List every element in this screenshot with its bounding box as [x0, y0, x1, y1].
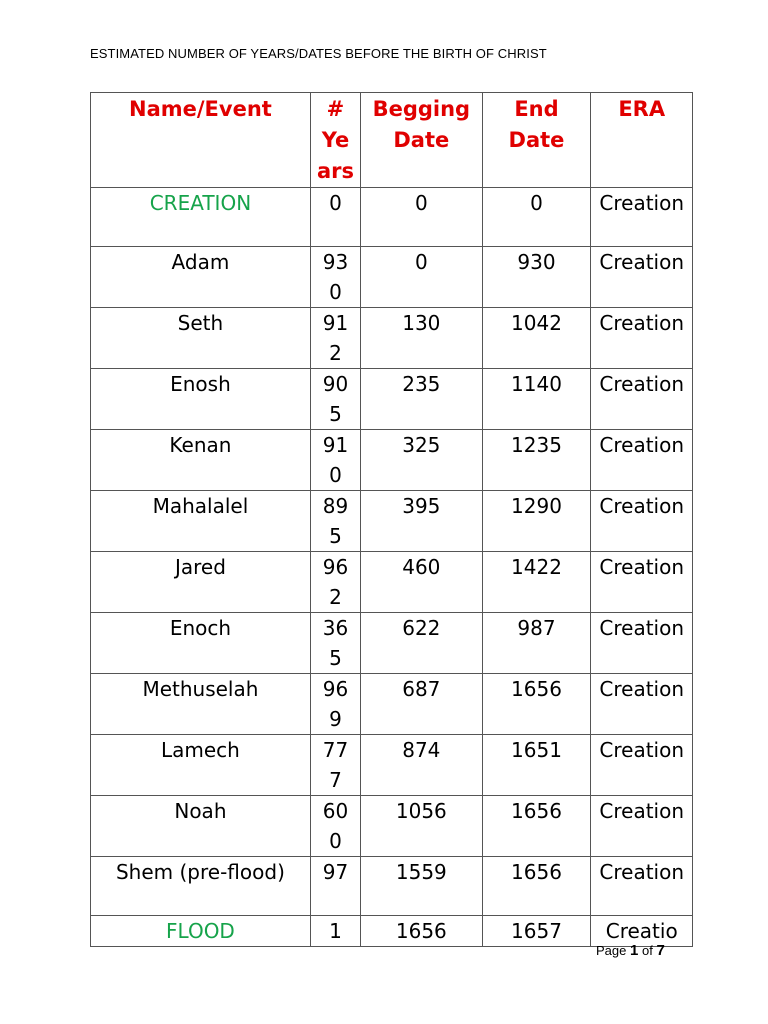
cell-era: Creation [591, 796, 693, 857]
cell-name: Seth [91, 308, 311, 369]
cell-era: Creatio [591, 916, 693, 947]
cell-end-date: 0 [482, 188, 591, 247]
cell-years: 910 [310, 430, 360, 491]
cell-years: 905 [310, 369, 360, 430]
cell-era: Creation [591, 735, 693, 796]
cell-begin-date: 1656 [361, 916, 482, 947]
cell-name: Lamech [91, 735, 311, 796]
table-row [91, 369, 693, 430]
column-header-end-date: End Date [482, 93, 591, 188]
table-row [91, 735, 693, 796]
cell-era: Creation [591, 613, 693, 674]
cell-begin-date: 325 [361, 430, 482, 491]
table-body [91, 188, 693, 947]
cell-begin-date: 460 [361, 552, 482, 613]
cell-begin-date: 130 [361, 308, 482, 369]
cell-era: Creation [591, 188, 693, 247]
cell-begin-date: 235 [361, 369, 482, 430]
cell-begin-date: 0 [361, 247, 482, 308]
cell-end-date: 1656 [482, 796, 591, 857]
cell-name: Jared [91, 552, 311, 613]
cell-era: Creation [591, 369, 693, 430]
cell-name: Mahalalel [91, 491, 311, 552]
cell-years: 1 [310, 916, 360, 947]
cell-end-date: 1651 [482, 735, 591, 796]
cell-end-date: 1042 [482, 308, 591, 369]
table-header-row [91, 93, 693, 188]
table-row [91, 308, 693, 369]
cell-name: Enosh [91, 369, 311, 430]
table-row [91, 188, 693, 247]
document-header: ESTIMATED NUMBER OF YEARS/DATES BEFORE THE BIRTH OF CHRIST [90, 46, 547, 61]
column-header-begin-date: Begging Date [361, 93, 482, 188]
cell-era: Creation [591, 491, 693, 552]
cell-years: 912 [310, 308, 360, 369]
page-total: 7 [656, 942, 665, 959]
cell-begin-date: 1559 [361, 857, 482, 916]
cell-begin-date: 1056 [361, 796, 482, 857]
cell-name: Enoch [91, 613, 311, 674]
cell-name: Noah [91, 796, 311, 857]
page-label: Page [596, 943, 627, 958]
page-footer [596, 942, 665, 959]
cell-era: Creation [591, 430, 693, 491]
cell-begin-date: 0 [361, 188, 482, 247]
cell-end-date: 1140 [482, 369, 591, 430]
cell-years: 365 [310, 613, 360, 674]
cell-years: 0 [310, 188, 360, 247]
table-row [91, 552, 693, 613]
cell-years: 969 [310, 674, 360, 735]
cell-name: Shem (pre-flood) [91, 857, 311, 916]
page-current: 1 [630, 942, 639, 959]
table-row [91, 430, 693, 491]
events-table [90, 92, 693, 947]
cell-era: Creation [591, 247, 693, 308]
cell-name: Methuselah [91, 674, 311, 735]
cell-name: CREATION [91, 188, 311, 247]
cell-name: Kenan [91, 430, 311, 491]
cell-years: 895 [310, 491, 360, 552]
cell-end-date: 1656 [482, 674, 591, 735]
table-row [91, 674, 693, 735]
cell-years: 600 [310, 796, 360, 857]
cell-years: 97 [310, 857, 360, 916]
table-row [91, 247, 693, 308]
cell-years: 777 [310, 735, 360, 796]
cell-era: Creation [591, 308, 693, 369]
cell-begin-date: 687 [361, 674, 482, 735]
page-of-label: of [641, 943, 653, 958]
cell-name: FLOOD [91, 916, 311, 947]
table-row [91, 857, 693, 916]
cell-years: 930 [310, 247, 360, 308]
cell-era: Creation [591, 674, 693, 735]
table-row [91, 491, 693, 552]
cell-begin-date: 874 [361, 735, 482, 796]
cell-end-date: 930 [482, 247, 591, 308]
cell-end-date: 1656 [482, 857, 591, 916]
table-row [91, 613, 693, 674]
cell-name: Adam [91, 247, 311, 308]
cell-begin-date: 622 [361, 613, 482, 674]
cell-era: Creation [591, 552, 693, 613]
cell-end-date: 1657 [482, 916, 591, 947]
cell-end-date: 1235 [482, 430, 591, 491]
cell-years: 962 [310, 552, 360, 613]
table-row [91, 796, 693, 857]
column-header-era: ERA [591, 93, 693, 188]
column-header-name: Name/Event [91, 93, 311, 188]
cell-begin-date: 395 [361, 491, 482, 552]
cell-end-date: 1422 [482, 552, 591, 613]
cell-end-date: 987 [482, 613, 591, 674]
column-header-years: # Years [310, 93, 360, 188]
cell-end-date: 1290 [482, 491, 591, 552]
cell-era: Creation [591, 857, 693, 916]
